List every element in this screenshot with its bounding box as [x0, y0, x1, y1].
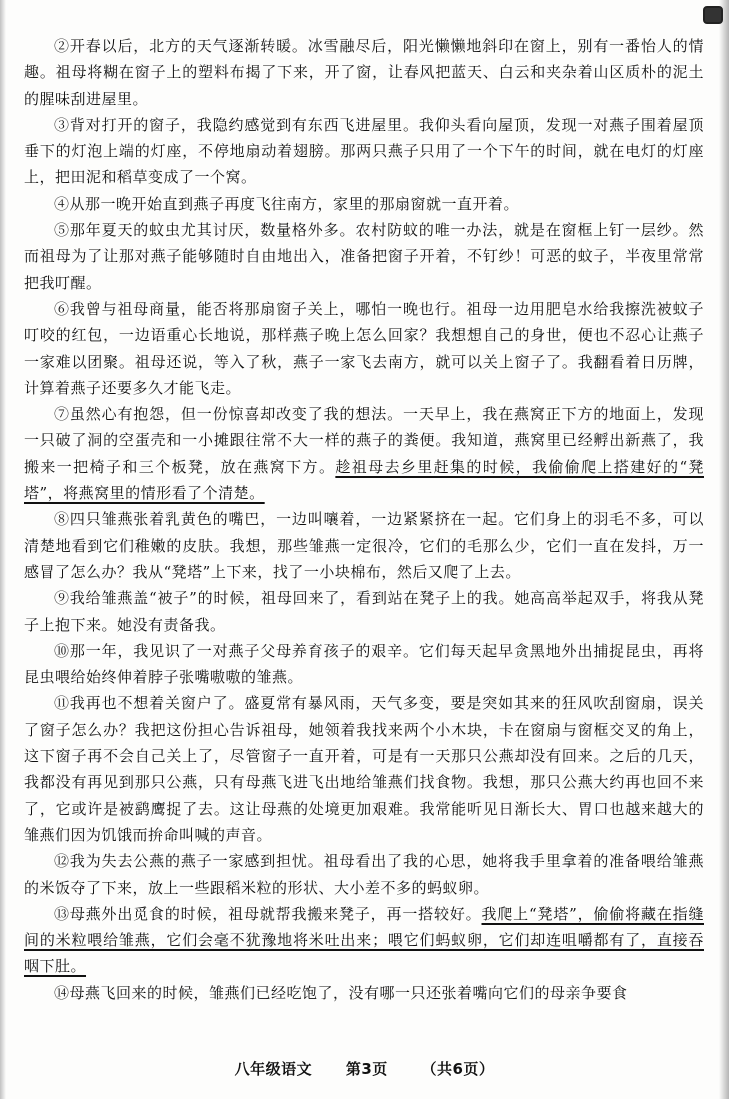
paragraph-p14: [24, 980, 704, 1006]
paragraph-p11: [24, 690, 704, 848]
footer-grade-subject: 八年级语文: [234, 1060, 313, 1078]
scan-edge-left: [0, 0, 6, 1099]
paragraph-text: ⑨我给雏燕盖“被子”的时候，祖母回来了，看到站在凳子上的我。她高高举起双手，将我从凳子上抱下来。她没有责备我。: [24, 589, 704, 634]
paragraph-text: ②开春以后，北方的天气逐渐转暖。冰雪融尽后，阳光懒懒地斜印在窗上，别有一番怡人的情趣。祖母将糊在窗子上的塑料布揭了下来，开了窗，让春风把蓝天、白云和夹杂着山区质朴的泥土的腥味刮进屋里。: [24, 37, 704, 108]
footer-page-number: 第3页: [345, 1060, 388, 1078]
underlined-sentence: 我爬上“凳塔”，偷偷将藏在指缝间的米粒喂给雏燕，它们会毫不犹豫地将米吐出来；喂它们蚂蚁卵，它们却连咀嚼都有了，直接吞咽下肚。: [24, 904, 704, 976]
paragraph-p3: [24, 112, 704, 191]
paragraph-text: ⑪我再也不想着关窗户了。盛夏常有暴风雨，天气多变，要是突如其来的狂风吹刮窗扇，误关了窗子怎么办？我把这份担心告诉祖母，她领着我找来两个小木块，卡在窗扇与窗框交叉的角上，这下窗子再不会自己关上了，尽管窗子一直开着，可是有一天那只公燕却没有回来。之后的几天，我都没有再见到那只公燕，只有母燕飞进飞出地给雏燕们找食物。我想，那只公燕大约再也回不来了，它或许是被鹞鹰捉了去。这让母燕的处境更加艰难。我常能听见日渐长大、胃口也越来越大的雏燕们因为饥饿而拚命叫喊的声音。: [24, 694, 704, 844]
paragraph-p4: [24, 191, 704, 217]
paragraph-text: ④从那一晚开始直到燕子再度飞往南方，家里的那扇窗就一直开着。: [54, 194, 520, 213]
paragraph-text: ⑩那一年，我见识了一对燕子父母养育孩子的艰辛。它们每天起早贪黑地外出捕捉昆虫，再将昆虫喂给始终伸着脖子张嘴嗷嗷的雏燕。: [24, 641, 704, 687]
scan-edge-right: [719, 0, 729, 1099]
paragraph-text: ⑥我曾与祖母商量，能否将那扇窗子关上，哪怕一晚也行。祖母一边用肥皂水给我擦洗被蚊子叮咬的红包，一边语重心长地说，那样燕子晚上怎么回家？我想想自己的身世，便也不忍心让燕子一家难以团聚。祖母还说，等入了秋，燕子一家飞去南方，就可以关上窗子了。我翻看着日历牌，计算着燕子还要多久才能飞走。: [24, 299, 704, 397]
paragraph-text: ⑦虽然心有抱怨，但一份惊喜却改变了我的想法。一天早上，我在燕窝正下方的地面上，发现一只破了洞的空蛋壳和一小摊跟往常不大一样的燕子的粪便。我知道，燕窝里已经孵出新燕了，我搬来一把椅子和三个板凳，放在燕窝下方。: [24, 405, 704, 476]
footer-total-pages: （共6页）: [421, 1060, 495, 1078]
page-footer: [0, 1058, 729, 1079]
underlined-sentence: 趁祖母去乡里赶集的时候，我偷偷爬上搭建好的“凳塔”，将燕窝里的情形看了个清楚。: [24, 457, 704, 503]
paragraph-text: ⑭母燕飞回来的时候，雏燕们已经吃饱了，没有哪一只还张着嘴向它们的母亲争要食: [54, 983, 628, 1002]
paragraph-text: ⑬母燕外出觅食的时候，祖母就帮我搬来凳子，再一搭较好。: [54, 904, 482, 923]
paragraph-text: ⑧四只雏燕张着乳黄色的嘴巴，一边叫嚷着，一边紧紧挤在一起。它们身上的羽毛不多，可以清楚地看到它们稚嫩的皮肤。我想，那些雏燕一定很冷，它们的毛那么少，它们一直在发抖，万一感冒了怎么办？我从“凳塔”上下来，找了一小块棉布，然后又爬了上去。: [24, 510, 704, 581]
paragraph-p7: [24, 401, 704, 506]
paragraph-text: ⑤那年夏天的蚊虫尤其讨厌，数量格外多。农村防蚊的唯一办法，就是在窗框上钉一层纱。然而祖母为了让那对燕子能够随时自由地出入，准备把窗子开着，不钉纱！可恶的蚊子，半夜里常常把我叮醒。: [24, 221, 704, 292]
paragraph-p9: [24, 585, 704, 638]
paragraph-p8: [24, 506, 704, 585]
paragraph-p2: [24, 33, 704, 112]
passage-body: [24, 33, 704, 1006]
paragraph-text: ③背对打开的窗子，我隐约感觉到有东西飞进屋里。我仰头看向屋顶，发现一对燕子围着屋顶垂下的灯泡上端的灯座，不停地扇动着翅膀。那两只燕子只用了一个下午的时间，就在电灯的灯座上，把田泥和稻草变成了一个窝。: [24, 115, 704, 187]
paragraph-text: ⑫我为失去公燕的燕子一家感到担忧。祖母看出了我的心思，她将我手里拿着的准备喂给雏燕的米饭夺了下来，放上一些跟稻米粒的形状、大小差不多的蚂蚁卵。: [24, 852, 704, 897]
paragraph-p10: [24, 638, 704, 691]
paragraph-p12: [24, 848, 704, 901]
scan-corner-mark: [703, 6, 723, 24]
paragraph-p13: [24, 901, 704, 980]
paragraph-p6: [24, 296, 704, 401]
paragraph-p5: [24, 217, 704, 296]
